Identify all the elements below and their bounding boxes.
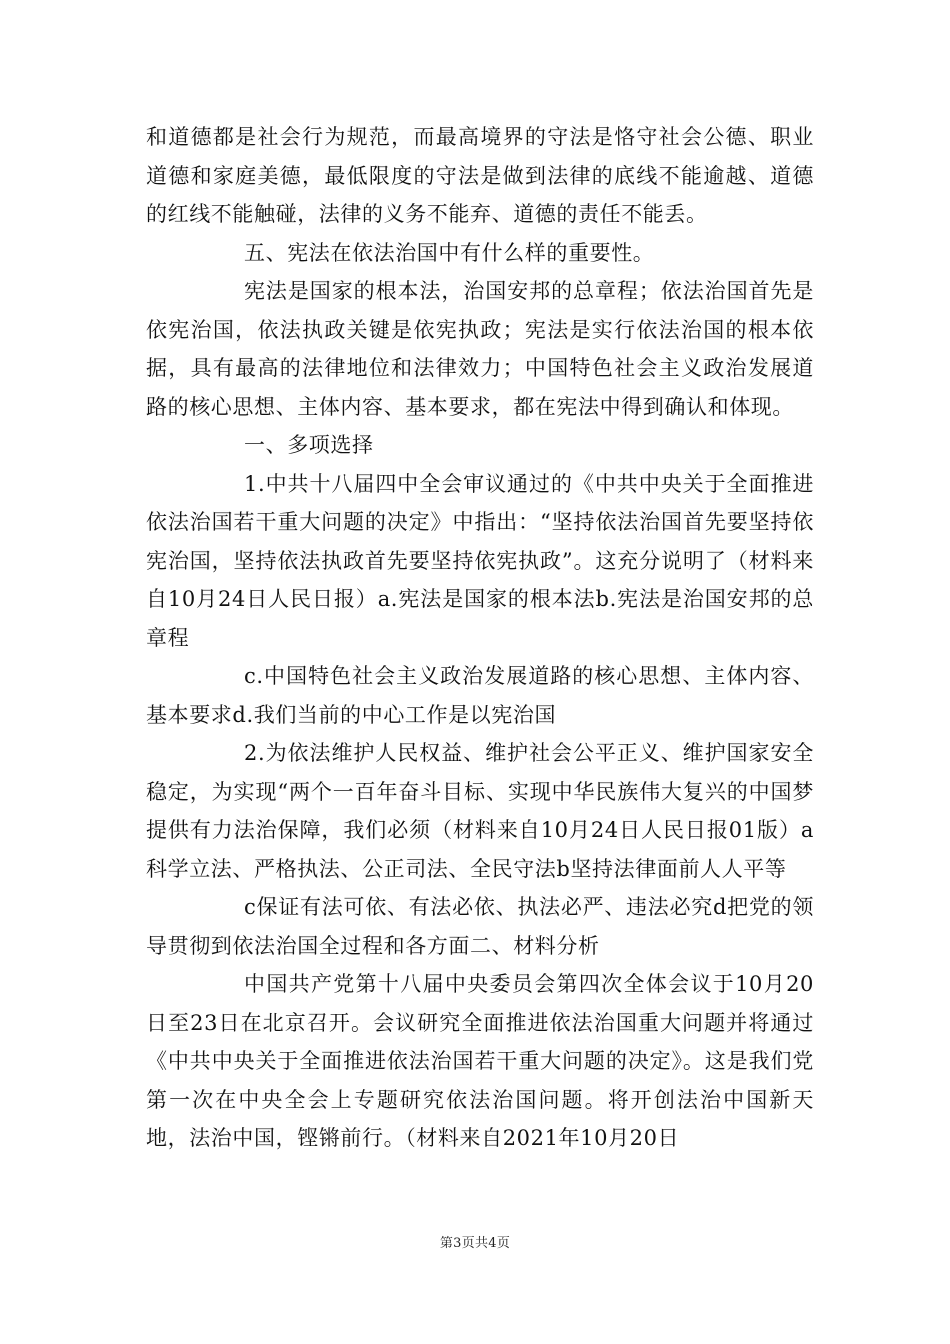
question-1-options-cd: c.中国特色社会主义政治发展道路的核心思想、主体内容、基本要求d.我们当前的中心工作是以宪治国 — [146, 664, 814, 727]
question-2: 2.为依法维护人民权益、维护社会公平正义、维护国家安全稳定，为实现“两个一百年奋斗目标、实现中华民族伟大复兴的中国梦提供有力法治保障，我们必须（材料来自10月24日人民日报01版）a科学立法、严格执法、公正司法、全民守法b坚持法律面前人人平等 — [146, 741, 814, 881]
section-heading-five: 五、宪法在依法治国中有什么样的重要性。 — [244, 240, 655, 265]
paragraph-continuation: 和道德都是社会行为规范，而最高境界的守法是恪守社会公德、职业道德和家庭美德，最低限度的守法是做到法律的底线不能逾越、道德的红线不能触碰，法律的义务不能弃、道德的责任不能丢。 — [146, 125, 814, 226]
material-analysis-paragraph: 中国共产党第十八届中央委员会第四次全体会议于10月20日至23日在北京召开。会议研究全面推进依法治国重大问题并将通过《中共中央关于全面推进依法治国若干重大问题的决定》。这是我们党第一次在中央全会上专题研究依法治国问题。将开创法治中国新天地，法治中国，铿锵前行。（材料来自2021年10月20日 — [146, 972, 814, 1150]
question-1: 1.中共十八届四中全会审议通过的《中共中央关于全面推进依法治国若干重大问题的决定》中指出：“坚持依法治国首先要坚持依宪治国，坚持依法执政首先要坚持依宪执政”。这充分说明了（材料来自10月24日人民日报）a.宪法是国家的根本法b.宪法是治国安邦的总章程 — [146, 471, 814, 650]
section-heading-multiple-choice: 一、多项选择 — [244, 433, 374, 457]
document-body — [146, 118, 814, 1158]
question-2-options-cd: c保证有法可依、有法必依、执法必严、违法必究d把党的领导贯彻到依法治国全过程和各方面二、材料分析 — [146, 895, 814, 958]
page-number-footer: 第3页共4页 — [439, 1236, 511, 1251]
paragraph-constitution: 宪法是国家的根本法，治国安邦的总章程；依法治国首先是依宪治国，依法执政关键是依宪执政；宪法是实行依法治国的根本依据，具有最高的法律地位和法律效力；中国特色社会主义政治发展道路的核心思想、主体内容、基本要求，都在宪法中得到确认和体现。 — [146, 279, 814, 419]
